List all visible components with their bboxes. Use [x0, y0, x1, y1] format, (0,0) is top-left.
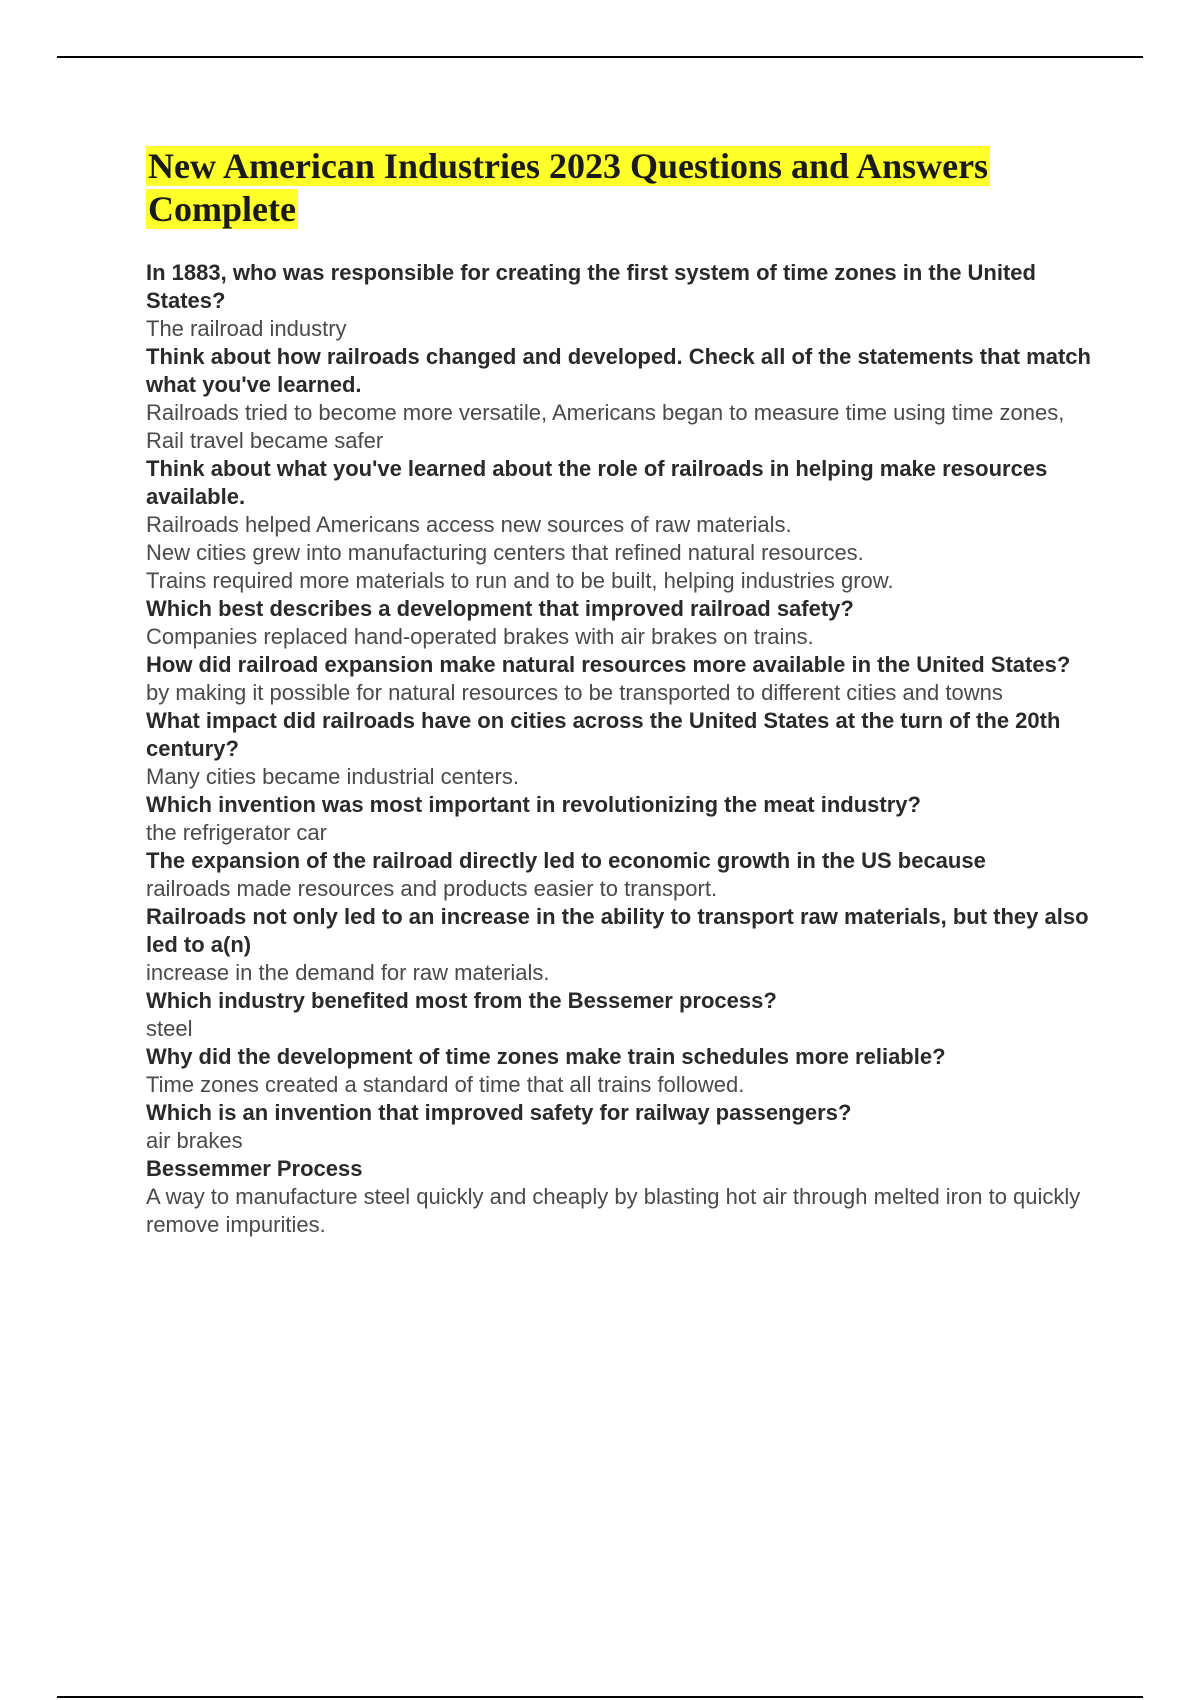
question: In 1883, who was responsible for creating the first system of time zones in the United States?: [146, 260, 1036, 313]
question: Which industry benefited most from the Bessemer process?: [146, 988, 777, 1013]
answer: Railroads helped Americans access new sources of raw materials. New cities grew into manufacturing centers that refined natural resources. Trains required more materials to run and to be built, helping industries grow.: [146, 512, 894, 593]
answer: increase in the demand for raw materials.: [146, 960, 550, 985]
answer: by making it possible for natural resources to be transported to different cities and towns: [146, 680, 1003, 705]
document-title-text: New American Industries 2023 Questions and Answers Complete: [148, 146, 989, 229]
bottom-rule: [57, 1696, 1143, 1698]
qa-item: [146, 1043, 1106, 1099]
top-rule: [57, 56, 1143, 58]
question: Which is an invention that improved safety for railway passengers?: [146, 1100, 852, 1125]
answer: Many cities became industrial centers.: [146, 764, 519, 789]
question: Which best describes a development that improved railroad safety?: [146, 596, 854, 621]
qa-item: [146, 595, 1106, 651]
document-title: [146, 145, 1106, 231]
document-body: [146, 145, 1106, 1239]
answer: railroads made resources and products easier to transport.: [146, 876, 718, 901]
answer: Time zones created a standard of time that all trains followed.: [146, 1072, 745, 1097]
qa-item: [146, 847, 1106, 903]
qa-item: [146, 707, 1106, 791]
answer: The railroad industry: [146, 316, 347, 341]
question: What impact did railroads have on cities across the United States at the turn of the 20th century?: [146, 708, 1061, 761]
qa-item: [146, 791, 1106, 847]
question: Bessemmer Process: [146, 1156, 363, 1181]
answer: Railroads tried to become more versatile, Americans began to measure time using time zones, Rail travel became safer: [146, 400, 1065, 453]
qa-item: [146, 1099, 1106, 1155]
qa-item: [146, 1155, 1106, 1239]
answer: air brakes: [146, 1128, 243, 1153]
qa-item: [146, 259, 1106, 343]
qa-item: [146, 651, 1106, 707]
question: Think about what you've learned about the role of railroads in helping make resources available.: [146, 456, 1048, 509]
answer: the refrigerator car: [146, 820, 327, 845]
question: Think about how railroads changed and developed. Check all of the statements that match what you've learned.: [146, 344, 1091, 397]
answer: A way to manufacture steel quickly and cheaply by blasting hot air through melted iron to quickly remove impurities.: [146, 1184, 1081, 1237]
question: The expansion of the railroad directly led to economic growth in the US because: [146, 848, 986, 873]
qa-item: [146, 987, 1106, 1043]
question: Railroads not only led to an increase in the ability to transport raw materials, but they also led to a(n): [146, 904, 1089, 957]
question: Which invention was most important in revolutionizing the meat industry?: [146, 792, 921, 817]
question: Why did the development of time zones make train schedules more reliable?: [146, 1044, 946, 1069]
qa-item: [146, 903, 1106, 987]
question: How did railroad expansion make natural resources more available in the United States?: [146, 652, 1071, 677]
qa-item: [146, 343, 1106, 455]
answer: steel: [146, 1016, 193, 1041]
answer: Companies replaced hand-operated brakes with air brakes on trains.: [146, 624, 814, 649]
qa-item: [146, 455, 1106, 595]
